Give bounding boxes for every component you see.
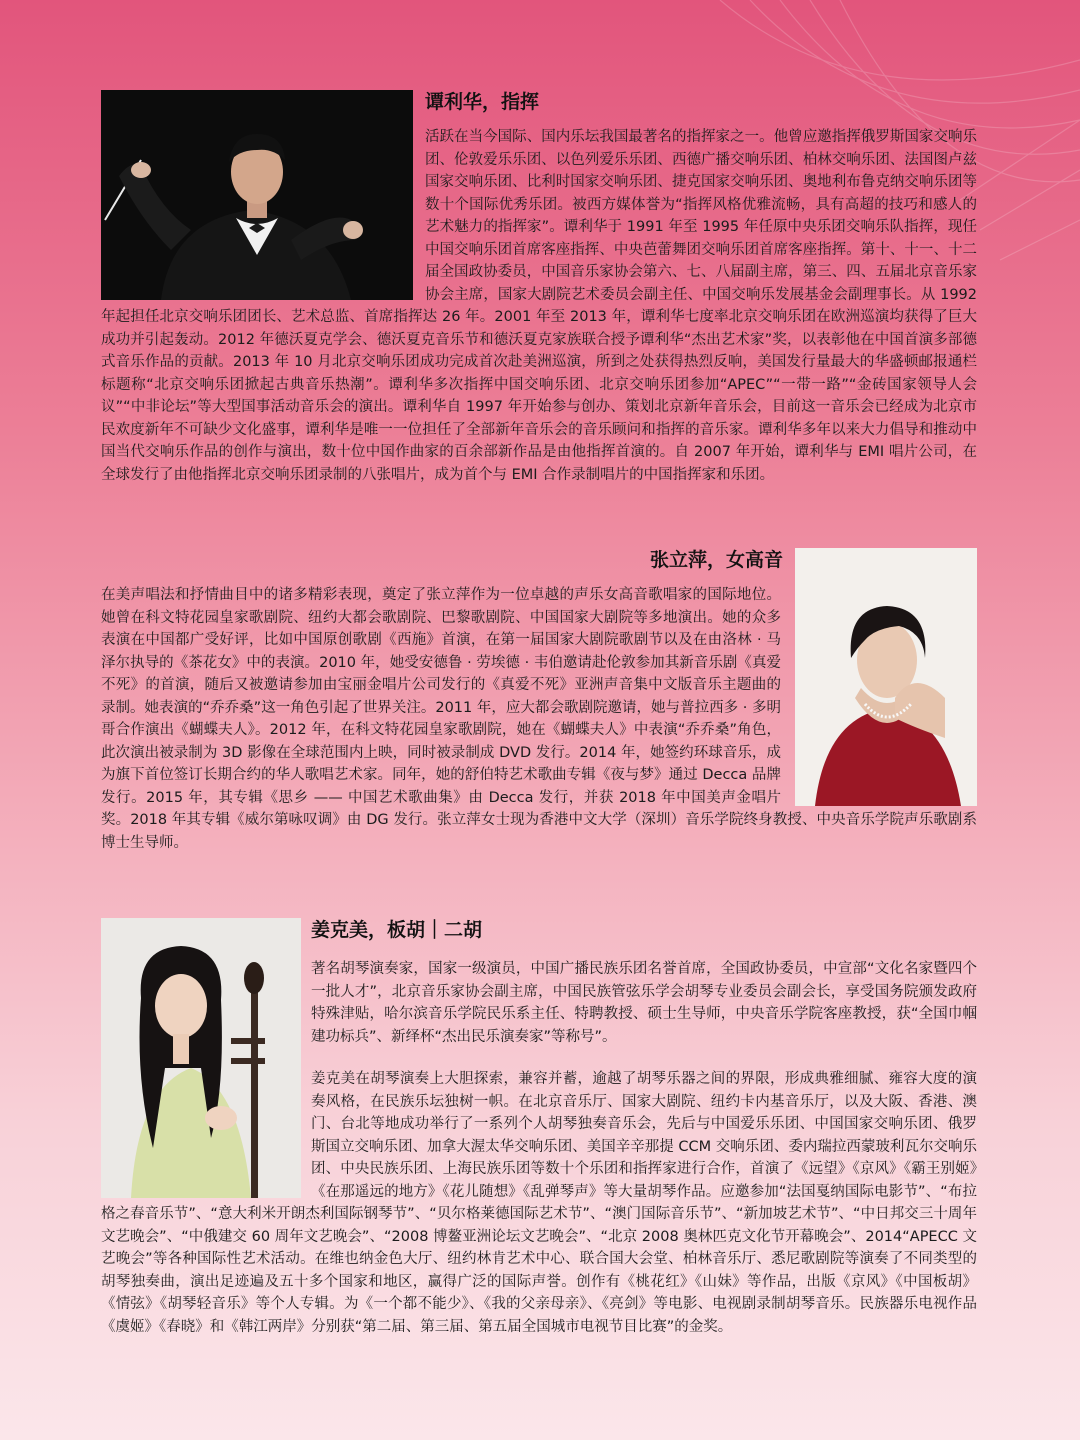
soprano-biography-text: 在美声唱法和抒情曲目中的诸多精彩表现，奠定了张立萍作为一位卓越的声乐女高音歌唱家的国际地位。她曾在科文特花园皇家歌剧院、纽约大都会歌剧院、巴黎歌剧院、中国国家大剧院等多地演出。她的众多表演在中国都广受好评，比如中国原创歌剧《西施》首演，在第一届国家大剧院歌剧节以及在由洛林 · 马泽尔执导的《茶花女》中的表演。2010 年，她受安德鲁 · 劳埃德 · 韦伯邀请赴伦敦参加其新音乐剧《真爱不死》的首演，随后又被邀请参加由宝丽金唱片公司发行的《真爱不死》亚洲声音集中文版音乐主题曲的录制。她表演的“乔乔桑”这一角色引起了世界关注。2011 年，应大都会歌剧院邀请，她与普拉西多 · 多明哥合作演出《蝴蝶夫人》。2012 年，在科文特花园皇家歌剧院，她在《蝴蝶夫人》中表演“乔乔桑”角色，此次演出被录制为 3D 影像在全球范围内上映，同时被录制成 DVD 发行。2014 年，她签约环球音乐，成为旗下首位签订长期合约的华人歌唱艺术家。同年，她的舒伯特艺术歌曲专辑《夜与梦》通过 Decca 品牌发行。2015 年，其专辑《思乡 —— 中国艺术歌曲集》由 Decca 发行，并获 2018 年中国美声金唱片奖。2018 年其专辑《威尔第咏叹调》由 DG 发行。张立萍女士现为香港中文大学（深圳）音乐学院终身教授、中央音乐学院声乐歌剧系博士生导师。 bbox=[101, 587, 977, 851]
erhu-player-name-title: 姜克美，板胡｜二胡 bbox=[311, 919, 483, 941]
erhu-player-biography-career: 姜克美在胡琴演奏上大胆探索，兼容并蓄，逾越了胡琴乐器之间的界限，形成典雅细腻、雍容大度的演奏风格，在民族乐坛独树一帜。在北京音乐厅、国家大剧院、纽约卡内基音乐厅，以及大阪、香港、澳门、台北等地成功举行了一系列个人胡琴独奏音乐会，先后与中国爱乐乐团、中国国家交响乐团、俄罗斯国立交响乐团、加拿大渥太华交响乐团、美国辛辛那提 CCM 交响乐团、委内瑞拉西蒙玻利瓦尔交响乐团、中央民族乐团、上海民族乐团等数十个乐团和指挥家进行合作，首演了《远望》《京风》《霸王别姬》《在那遥远的地方》《花儿随想》《乱弹琴声》等大量胡琴作品。应邀参加“法国戛纳国际电影节”、“布拉格之春音乐节”、“意大利米开朗杰利国际钢琴节”、“贝尔格莱德国际艺术节”、“澳门国际音乐节”、“新加坡艺术节”、“中日邦交三十周年文艺晚会”、“中俄建交 60 周年文艺晚会”、“2008 博鳌亚洲论坛文艺晚会”、“北京 2008 奥林匹克文化节开幕晚会”、2014“APECC 文艺晚会”等各种国际性艺术活动。在维也纳金色大厅、纽约林肯艺术中心、联合国大会堂、柏林音乐厅、悉尼歌剧院等演奏了不同类型的胡琴独奏曲，演出足迹遍及五十多个国家和地区，赢得广泛的国际声誉。创作有《桃花红》《山妹》等作品，出版《京风》《中国板胡》《情弦》《胡琴轻音乐》等个人专辑。为《一个都不能少》、《我的父亲母亲》、《亮剑》等电影、电视剧录制胡琴音乐。民族器乐电视作品《虞姬》《春晓》和《韩江两岸》分别获“第二届、第三届、第五届全国城市电视节目比赛”的金奖。 bbox=[101, 1071, 977, 1335]
conductor-name-title: 谭利华，指挥 bbox=[425, 91, 540, 113]
erhu-player-biography-intro: 著名胡琴演奏家，国家一级演员，中国广播民族乐团名誉首席，全国政协委员，中宣部“文化名家暨四个一批人才”，北京音乐家协会副主席，中国民族管弦乐学会胡琴专业委员会副会长，享受国务院颁发政府特殊津贴，哈尔滨音乐学院民乐系主任、特聘教授、硕士生导师，中央音乐学院客座教授，获“全国巾帼建功标兵”、新绎杯“杰出民乐演奏家”等称号”。 bbox=[311, 961, 977, 1045]
conductor-biography-text: 活跃在当今国际、国内乐坛我国最著名的指挥家之一。他曾应邀指挥俄罗斯国家交响乐团、伦敦爱乐乐团、以色列爱乐乐团、西德广播交响乐团、柏林交响乐团、法国图卢兹国家交响乐团、比利时国家交响乐团、捷克国家交响乐团、奥地利布鲁克纳交响乐团等数十个国际优秀乐团。被西方媒体誉为“指挥风格优雅流畅，具有高超的技巧和感人的艺术魅力的指挥家”。谭利华于 1991 年至 1995 年任原中央乐团交响乐队指挥，现任中国交响乐团首席客座指挥、中央芭蕾舞团交响乐团首席客座指挥。第十、十一、十二届全国政协委员，中国音乐家协会第六、七、八届副主席，第三、四、五届北京音乐家协会主席，国家大剧院艺术委员会副主任、中国交响乐发展基金会副理事长。从 1992 年起担任北京交响乐团团长、艺术总监、首席指挥达 26 年。2001 年至 2013 年，谭利华七度率北京交响乐团在欧洲巡演均获得了巨大成功并引起轰动。2012 年德沃夏克学会、德沃夏克音乐节和德沃夏克家族联合授予谭利华“杰出艺术家”奖，以表彰他在中国首演多部德式音乐作品的贡献。2013 年 10 月北京交响乐团成功完成首次赴美洲巡演，所到之处获得热烈反响，美国发行量最大的华盛顿邮报通栏标题称“北京交响乐团掀起古典音乐热潮”。谭利华多次指挥中国交响乐团、北京交响乐团参加“APEC”“一带一路”“金砖国家领导人会议”“中非论坛”等大型国事活动音乐会的演出。谭利华自 1997 年开始参与创办、策划北京新年音乐会，目前这一音乐会已经成为北京市民欢度新年不可缺少文化盛事，谭利华是唯一一位担任了全部新年音乐会的音乐顾问和指挥的音乐家。谭利华多年以来大力倡导和推动中国当代交响乐作品的创作与演出，数十位中国作曲家的百余部新作品是由他指挥首演的。自 2007 年开始，谭利华与 EMI 唱片公司，在全球发行了由他指挥北京交响乐团录制的八张唱片，成为首个与 EMI 合作录制唱片的中国指挥家和乐团。 bbox=[101, 129, 977, 483]
soprano-name-title: 张立萍，女高音 bbox=[649, 549, 783, 571]
